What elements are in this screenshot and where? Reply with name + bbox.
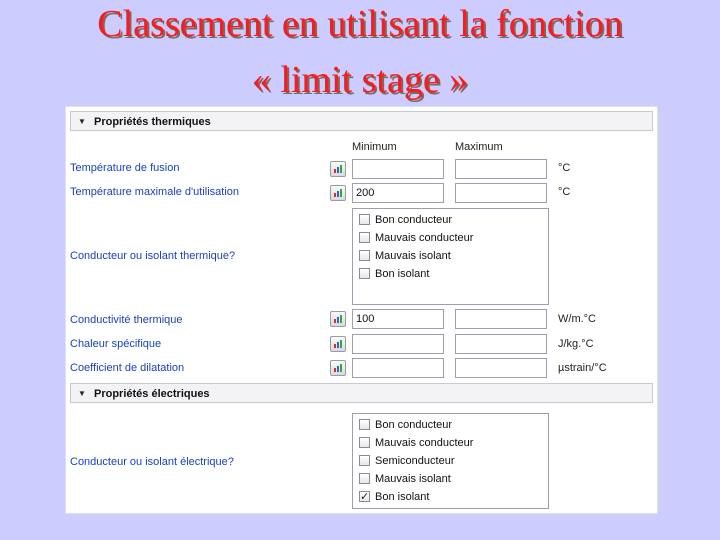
column-header-maximum: Maximum [455,141,503,153]
list-item[interactable]: Semiconducteur [359,453,455,469]
melting-temperature-label: Température de fusion [70,162,180,174]
max-service-temperature-max-input[interactable] [455,183,547,203]
melting-temperature-min-input[interactable] [352,159,444,179]
slide-title-line2: « limit stage » [251,59,469,101]
chart-icon[interactable] [330,311,346,327]
melting-temperature-unit: °C [558,162,571,174]
section-header-thermal[interactable] [70,111,653,131]
section-header-label: Propriétés électriques [94,388,210,400]
checkbox-icon[interactable] [359,473,370,484]
specific-heat-min-input[interactable] [352,334,444,354]
expansion-coefficient-label: Coefficient de dilatation [70,362,185,374]
chart-icon[interactable] [330,336,346,352]
chart-icon[interactable] [330,360,346,376]
checkbox-icon[interactable] [359,419,370,430]
checkbox-icon[interactable] [359,250,370,261]
specific-heat-unit: J/kg.°C [558,338,594,350]
thermal-conductivity-max-input[interactable] [455,309,547,329]
list-item[interactable]: Mauvais isolant [359,471,451,487]
thermal-conductor-label: Conducteur ou isolant thermique? [70,250,236,262]
list-item[interactable]: Mauvais isolant [359,248,451,264]
specific-heat-label: Chaleur spécifique [70,338,162,350]
triangle-down-icon: ▼ [78,117,86,126]
checkbox-icon[interactable] [359,268,370,279]
section-header-label: Propriétés thermiques [94,116,211,128]
list-item[interactable]: Bon isolant [359,266,429,282]
checkbox-icon[interactable] [359,455,370,466]
thermal-conductivity-unit: W/m.°C [558,313,597,325]
thermal-conductivity-label: Conductivité thermique [70,314,183,326]
melting-temperature-max-input[interactable] [455,159,547,179]
properties-panel [65,106,658,514]
max-service-temperature-min-input[interactable] [352,183,444,203]
column-header-minimum: Minimum [352,141,397,153]
electrical-conductor-label: Conducteur ou isolant électrique? [70,456,234,468]
section-header-electrical[interactable] [70,383,653,403]
checkbox-icon[interactable] [359,232,370,243]
list-item[interactable]: Bon conducteur [359,212,452,228]
expansion-coefficient-min-input[interactable] [352,358,444,378]
chart-icon[interactable] [330,185,346,201]
triangle-down-icon: ▼ [78,389,86,398]
list-item[interactable]: ✓Bon isolant [359,489,429,505]
chart-icon[interactable] [330,161,346,177]
list-item[interactable]: Mauvais conducteur [359,435,473,451]
electrical-conductor-listbox[interactable] [352,413,549,509]
slide-title-line1: Classement en utilisant la fonction [97,3,623,45]
expansion-coefficient-max-input[interactable] [455,358,547,378]
list-item[interactable]: Bon conducteur [359,417,452,433]
checkbox-icon[interactable] [359,437,370,448]
thermal-conductivity-min-input[interactable] [352,309,444,329]
expansion-coefficient-unit: µstrain/°C [558,362,607,374]
max-service-temperature-unit: °C [558,186,571,198]
max-service-temperature-label: Température maximale d'utilisation [70,186,240,198]
checkbox-icon[interactable] [359,214,370,225]
list-item[interactable]: Mauvais conducteur [359,230,473,246]
checkbox-icon[interactable] [359,491,370,502]
thermal-conductor-listbox[interactable] [352,208,549,305]
specific-heat-max-input[interactable] [455,334,547,354]
